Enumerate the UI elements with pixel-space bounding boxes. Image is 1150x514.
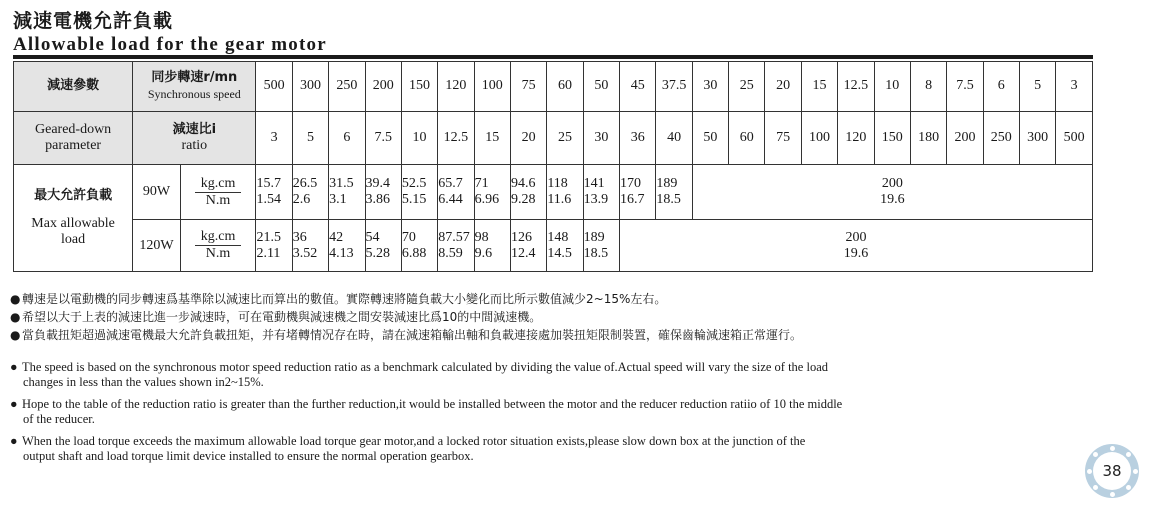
load-kgcm: 94.6	[510, 176, 536, 192]
load-kgcm: 52.5	[401, 176, 427, 192]
note-cn: ● 希望以大于上表的減速比進一步減速時，可在電動機與減速機之間安裝減速比爲10的中間減速機。	[10, 310, 542, 324]
load-kgcm: 65.7	[438, 176, 463, 192]
ratio-cell: 3	[256, 111, 292, 165]
speed-cell: 50	[583, 62, 619, 112]
load-value-cell	[256, 165, 292, 220]
note-en: ● The speed is based on the synchronous motor speed reduction ratio as a benchmark calculated by dividing the value of.Actual speed will vary the size of the load changes in less than the values shown in2~15%.	[10, 360, 828, 389]
load-nm: 6.44	[438, 192, 463, 208]
load-value-cell	[547, 165, 583, 220]
load-value-cell	[474, 220, 510, 272]
load-value-cell	[329, 165, 365, 220]
load-kgcm: 126	[510, 229, 532, 245]
speed-cell: 75	[510, 62, 546, 112]
speed-cell: 200	[365, 62, 401, 112]
speed-cell: 3	[1056, 62, 1093, 112]
ratio-cn: 減速比i	[172, 122, 217, 137]
load-nm: 2.11	[256, 245, 281, 261]
ratio-cell: 10	[401, 111, 437, 165]
speed-cell: 120	[438, 62, 474, 112]
load-nm: 5.15	[401, 192, 427, 208]
speed-cell: 20	[765, 62, 801, 112]
page-number: 38	[1093, 452, 1131, 490]
load-kgcm: 189	[656, 176, 678, 192]
load-kgcm: 148	[547, 229, 569, 245]
load-value-cell	[438, 165, 474, 220]
load-nm: 14.5	[547, 245, 572, 261]
speed-cell: 500	[256, 62, 292, 112]
ratio-cell: 200	[947, 111, 983, 165]
reduction-param-en: Geared-down parameter	[14, 111, 133, 165]
load-nm: 9.28	[510, 192, 536, 208]
speed-cell: 300	[292, 62, 328, 112]
load-nm: 5.28	[365, 245, 391, 261]
load-value-cell	[401, 220, 437, 272]
load-kgcm: 42	[329, 229, 344, 245]
load-kgcm: 54	[365, 229, 380, 245]
speed-cell: 6	[983, 62, 1019, 112]
ratio-cell: 500	[1056, 111, 1093, 165]
load-value-cell	[256, 220, 292, 272]
load-nm: 8.59	[438, 245, 463, 261]
load-nm: 11.6	[547, 192, 572, 208]
load-nm: 3.86	[365, 192, 391, 208]
speed-cell: 25	[729, 62, 765, 112]
load-nm: 12.4	[510, 245, 536, 261]
load-max-nm: 19.6	[880, 192, 905, 208]
speed-cell: 60	[547, 62, 583, 112]
page-title-cn: 減速電機允許負載	[13, 10, 174, 32]
load-nm: 3.1	[329, 192, 347, 208]
bullet: ●	[10, 292, 21, 306]
note-cn: ● 當負載扭矩超過減速電機最大允許負載扭矩，并有堵轉情况存在時，請在減速箱輸出軸和負載連接處加裝扭矩限制裝置，確保齒輪減速箱正常運行。	[10, 328, 803, 342]
ratio-en: ratio	[181, 138, 208, 153]
speed-cell: 5	[1019, 62, 1055, 112]
power-90w: 90W	[133, 165, 180, 220]
load-nm: 9.6	[474, 245, 493, 261]
ratio-cell: 75	[765, 111, 801, 165]
load-value-cell	[438, 220, 474, 272]
load-nm: 6.88	[401, 245, 427, 261]
note-cn: ● 轉速是以電動機的同步轉速爲基準除以減速比而算出的數值。實際轉速將隨負載大小變化而比所示數值減少2~15%左右。	[10, 292, 667, 306]
load-kgcm: 87.57	[438, 229, 470, 245]
load-nm: 18.5	[583, 245, 609, 261]
load-max-cell	[692, 165, 1092, 220]
note-en: ● Hope to the table of the reduction ratio is greater than the further reduction,it would be installed between the motor and the reducer reduction ratiio of 10 the middle of the reducer.	[10, 397, 843, 426]
page-title-en: Allowable load for the gear motor	[13, 34, 327, 55]
load-value-cell	[547, 220, 583, 272]
load-max-cell	[620, 220, 1093, 272]
speed-cell: 12.5	[838, 62, 874, 112]
ratio-cell: 25	[547, 111, 583, 165]
load-value-cell	[583, 165, 619, 220]
ratio-cell: 300	[1019, 111, 1055, 165]
load-value-cell	[510, 220, 546, 272]
speed-cell: 7.5	[947, 62, 983, 112]
load-value-cell	[292, 220, 328, 272]
max-load-label	[14, 165, 133, 272]
speed-cell: 100	[474, 62, 510, 112]
load-max-nm: 19.6	[843, 245, 869, 261]
ratio-cell: 120	[838, 111, 874, 165]
sync-speed-header	[133, 62, 256, 112]
load-kgcm: 15.7	[256, 176, 281, 192]
unit-kgcm: kg.cm	[195, 229, 242, 246]
speed-cell: 150	[401, 62, 437, 112]
ratio-cell: 40	[656, 111, 692, 165]
load-kgcm: 71	[474, 176, 489, 192]
ratio-cell: 15	[474, 111, 510, 165]
bullet: ●	[10, 397, 18, 411]
load-value-cell	[510, 165, 546, 220]
sync-speed-cn: 同步轉速r/mn	[151, 70, 238, 86]
load-kgcm: 70	[401, 229, 416, 245]
load-value-cell	[292, 165, 328, 220]
ratio-cell: 150	[874, 111, 910, 165]
page-number-badge	[1085, 444, 1139, 498]
load-kgcm: 26.5	[292, 176, 318, 192]
sync-speed-en: Synchronous speed	[147, 87, 241, 102]
ratio-cell: 6	[329, 111, 365, 165]
load-nm: 16.7	[620, 192, 645, 208]
bullet: ●	[10, 310, 21, 324]
load-value-cell	[365, 220, 401, 272]
bullet: ●	[10, 360, 18, 374]
unit-nm: N.m	[205, 246, 231, 262]
load-max-kgcm: 200	[845, 229, 867, 245]
load-value-cell	[656, 165, 692, 220]
load-nm: 6.96	[474, 192, 500, 208]
unit-nm: N.m	[205, 192, 231, 208]
reduction-param-cn: 減速參數	[14, 62, 133, 112]
load-nm: 3.52	[292, 245, 318, 261]
ratio-cell: 7.5	[365, 111, 401, 165]
speed-cell: 250	[329, 62, 365, 112]
load-value-cell	[365, 165, 401, 220]
load-kgcm: 36	[292, 229, 307, 245]
max-load-en: Max allowable load	[31, 216, 115, 248]
max-load-cn: 最大允許負載	[34, 188, 113, 204]
speed-cell: 10	[874, 62, 910, 112]
load-value-cell	[401, 165, 437, 220]
ratio-cell: 30	[583, 111, 619, 165]
ratio-cell: 5	[292, 111, 328, 165]
load-kgcm: 170	[620, 176, 642, 192]
load-nm: 13.9	[583, 192, 609, 208]
unit-kgcm: kg.cm	[195, 176, 242, 193]
title-rule	[13, 55, 1093, 59]
load-value-cell	[474, 165, 510, 220]
load-kgcm: 118	[547, 176, 568, 192]
ratio-cell: 60	[729, 111, 765, 165]
unit-cell-90w	[180, 165, 256, 220]
notes-section	[10, 290, 1090, 464]
speed-cell: 15	[801, 62, 837, 112]
speed-cell: 8	[910, 62, 946, 112]
ratio-cell: 100	[801, 111, 837, 165]
load-kgcm: 141	[583, 176, 605, 192]
unit-cell-120w	[180, 220, 256, 272]
load-kgcm: 98	[474, 229, 489, 245]
ratio-cell: 50	[692, 111, 728, 165]
ratio-cell: 20	[510, 111, 546, 165]
ratio-cell: 12.5	[438, 111, 474, 165]
load-nm: 18.5	[656, 192, 681, 208]
bullet: ●	[10, 328, 21, 342]
load-nm: 4.13	[329, 245, 354, 261]
load-kgcm: 39.4	[365, 176, 391, 192]
ratio-cell: 180	[910, 111, 946, 165]
speed-cell: 30	[692, 62, 728, 112]
load-nm: 2.6	[292, 192, 311, 208]
note-en: ● When the load torque exceeds the maximum allowable load torque gear motor,and a locked rotor situation exists,please slow down box at the junction of the output shaft and load torque limit device installed to ensure the normal operation gearbox.	[10, 434, 806, 463]
load-nm: 1.54	[256, 192, 281, 208]
load-kgcm: 189	[583, 229, 605, 245]
load-value-cell	[620, 165, 656, 220]
allowable-load-table	[13, 61, 1093, 272]
load-value-cell	[583, 220, 619, 272]
load-kgcm: 31.5	[329, 176, 354, 192]
load-value-cell	[329, 220, 365, 272]
ratio-cell: 250	[983, 111, 1019, 165]
speed-cell: 37.5	[656, 62, 692, 112]
ratio-cell: 36	[620, 111, 656, 165]
power-120w: 120W	[133, 220, 180, 272]
speed-cell: 45	[620, 62, 656, 112]
ratio-header	[133, 111, 256, 165]
load-kgcm: 21.5	[256, 229, 281, 245]
load-max-kgcm: 200	[881, 176, 903, 192]
bullet: ●	[10, 434, 18, 448]
